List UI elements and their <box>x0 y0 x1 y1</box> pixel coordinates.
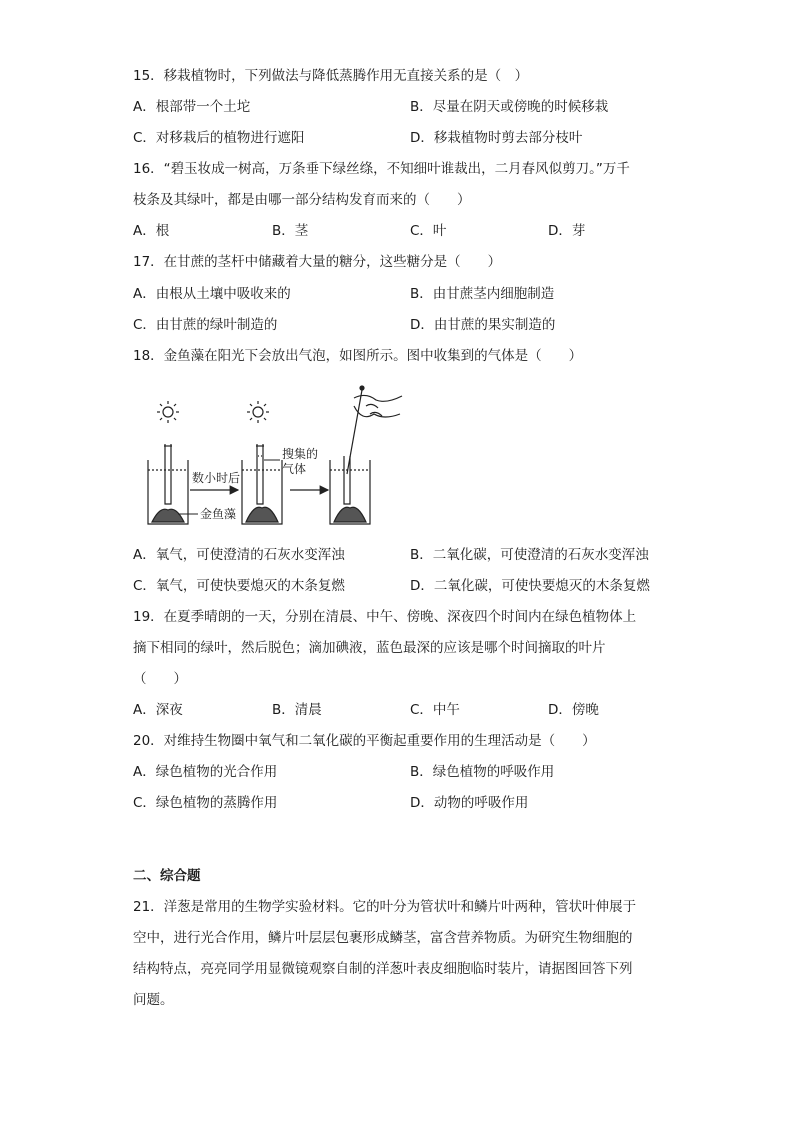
q19-stem-line1: 19．在夏季晴朗的一天，分别在清晨、中午、傍晚、深夜四个时间内在绿色植物体上 <box>133 609 637 625</box>
q20-stem: 20．对维持生物圈中氧气和二氧化碳的平衡起重要作用的生理活动是（ ） <box>133 733 596 749</box>
figure-label-hours: 数小时后 <box>192 471 241 485</box>
q17-option-a: A．由根从土壤中吸收来的 <box>133 286 291 302</box>
q20-option-d: D．动物的呼吸作用 <box>410 795 529 811</box>
q18-option-d: D．二氧化碳，可使快要熄灭的木条复燃 <box>410 578 650 594</box>
beaker-1 <box>148 444 188 524</box>
q15-stem: 15．移栽植物时，下列做法与降低蒸腾作用无直接关系的是（ ） <box>133 68 529 84</box>
hand-with-splint-icon <box>347 386 402 474</box>
figure-label-collect-1: 搜集的 <box>282 447 319 461</box>
q20-option-c: C．绿色植物的蒸腾作用 <box>133 795 278 811</box>
q20-option-a: A．绿色植物的光合作用 <box>133 764 278 780</box>
q19-option-c: C．中午 <box>410 702 460 718</box>
beaker-3 <box>330 456 370 524</box>
q16-stem-line2: 枝条及其绿叶，都是由哪一部分结构发育而来的（ ） <box>133 192 471 208</box>
q20-option-b: B．绿色植物的呼吸作用 <box>410 764 555 780</box>
q15-option-b: B．尽量在阴天或傍晚的时候移栽 <box>410 99 609 115</box>
q18-option-b: B．二氧化碳，可使澄清的石灰水变浑浊 <box>410 547 649 563</box>
q18-option-a: A．氧气，可使澄清的石灰水变浑浊 <box>133 547 345 563</box>
q18-figure <box>140 378 420 530</box>
q16-option-a: A．根 <box>133 223 170 239</box>
q16-option-b: B．茎 <box>272 223 309 239</box>
q15-option-a: A．根部带一个土坨 <box>133 99 251 115</box>
q15-option-d: D．移栽植物时剪去部分枝叶 <box>410 130 583 146</box>
q16-option-c: C．叶 <box>410 223 447 239</box>
q21-line3: 结构特点，亮亮同学用显微镜观察自制的洋葱叶表皮细胞临时装片，请据图回答下列 <box>133 961 633 977</box>
beaker-2 <box>242 444 282 524</box>
q16-option-d: D．芽 <box>548 223 586 239</box>
q21-line2: 空中，进行光合作用，鳞片叶层层包裹形成鳞茎，富含营养物质。为研究生物细胞的 <box>133 930 633 946</box>
figure-label-collect-2: 气体 <box>282 462 307 476</box>
q18-option-c: C．氧气，可使快要熄灭的木条复燃 <box>133 578 345 594</box>
q17-option-b: B．由甘蔗茎内细胞制造 <box>410 286 555 302</box>
q19-option-a: A．深夜 <box>133 702 183 718</box>
q19-option-d: D．傍晚 <box>548 702 599 718</box>
sun-icon <box>247 401 269 423</box>
section-title: 二、综合题 <box>133 868 201 884</box>
sun-icon <box>157 401 179 423</box>
q17-stem: 17．在甘蔗的茎杆中储藏着大量的糖分，这些糖分是（ ） <box>133 254 502 270</box>
q19-stem-line3: （ ） <box>133 671 187 687</box>
q16-stem-line1: 16．“碧玉妆成一树高，万条垂下绿丝绦，不知细叶谁裁出，二月春风似剪刀。”万千 <box>133 161 630 177</box>
q21-line1: 21．洋葱是常用的生物学实验材料。它的叶分为管状叶和鳞片叶两种，管状叶伸展于 <box>133 899 637 915</box>
q19-stem-line2: 摘下相同的绿叶，然后脱色；滴加碘液，蓝色最深的应该是哪个时间摘取的叶片 <box>133 640 606 656</box>
figure-label-plant: 金鱼藻 <box>200 507 237 521</box>
q17-option-c: C．由甘蔗的绿叶制造的 <box>133 317 278 333</box>
q18-stem: 18．金鱼藻在阳光下会放出气泡，如图所示。图中收集到的气体是（ ） <box>133 348 583 364</box>
q19-option-b: B．清晨 <box>272 702 322 718</box>
q17-option-d: D．由甘蔗的果实制造的 <box>410 317 556 333</box>
q15-option-c: C．对移栽后的植物进行遮阳 <box>133 130 305 146</box>
q21-line4: 问题。 <box>133 992 174 1008</box>
